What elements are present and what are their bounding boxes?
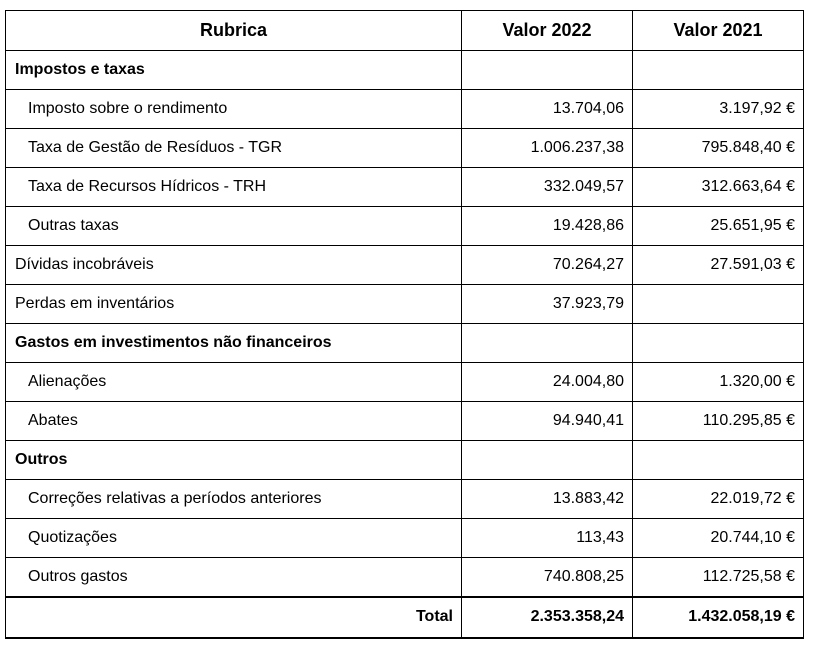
total-value-2021: 1.432.058,19 € [633,597,804,638]
row-label: Quotizações [6,519,462,558]
row-value-2021: 3.197,92 € [633,90,804,129]
table-row [6,285,804,324]
row-value-2022: 13.883,42 [462,480,633,519]
row-value-2021: 20.744,10 € [633,519,804,558]
row-value-2021: 312.663,64 € [633,168,804,207]
row-label: Perdas em inventários [6,285,462,324]
header-row [6,11,804,51]
header-valor-2021: Valor 2021 [633,11,804,51]
table-row [6,168,804,207]
table-row [6,363,804,402]
table-row [6,207,804,246]
table-row [6,51,804,90]
row-label: Outras taxas [6,207,462,246]
row-label: Imposto sobre o rendimento [6,90,462,129]
total-value-2022: 2.353.358,24 [462,597,633,638]
row-label: Impostos e taxas [6,51,462,90]
row-value-2021: 25.651,95 € [633,207,804,246]
row-value-2021: 22.019,72 € [633,480,804,519]
row-value-2022: 19.428,86 [462,207,633,246]
row-value-2022 [462,324,633,363]
row-value-2021: 27.591,03 € [633,246,804,285]
row-label: Taxa de Recursos Hídricos - TRH [6,168,462,207]
row-value-2022: 113,43 [462,519,633,558]
table-row [6,90,804,129]
table-row [6,519,804,558]
expenses-table [5,10,804,639]
table-row [6,324,804,363]
row-value-2022: 94.940,41 [462,402,633,441]
header-rubrica: Rubrica [6,11,462,51]
row-label: Alienações [6,363,462,402]
total-label: Total [6,597,462,638]
row-value-2022 [462,51,633,90]
row-label: Gastos em investimentos não financeiros [6,324,462,363]
row-label: Abates [6,402,462,441]
row-label: Outros gastos [6,558,462,597]
row-value-2021: 795.848,40 € [633,129,804,168]
table-row [6,441,804,480]
row-value-2022: 740.808,25 [462,558,633,597]
row-value-2021 [633,324,804,363]
row-value-2022: 332.049,57 [462,168,633,207]
row-label: Taxa de Gestão de Resíduos - TGR [6,129,462,168]
row-value-2022: 70.264,27 [462,246,633,285]
row-value-2022: 37.923,79 [462,285,633,324]
row-value-2022: 13.704,06 [462,90,633,129]
row-value-2021: 110.295,85 € [633,402,804,441]
table-row [6,558,804,597]
row-label: Outros [6,441,462,480]
table-row [6,402,804,441]
table-row [6,480,804,519]
header-valor-2022: Valor 2022 [462,11,633,51]
row-value-2021: 112.725,58 € [633,558,804,597]
table-row [6,246,804,285]
row-label: Correções relativas a períodos anteriores [6,480,462,519]
row-value-2021 [633,285,804,324]
row-value-2021: 1.320,00 € [633,363,804,402]
row-value-2021 [633,51,804,90]
table-row [6,129,804,168]
total-row [6,597,804,638]
row-value-2022: 1.006.237,38 [462,129,633,168]
row-value-2022 [462,441,633,480]
row-value-2021 [633,441,804,480]
row-value-2022: 24.004,80 [462,363,633,402]
row-label: Dívidas incobráveis [6,246,462,285]
